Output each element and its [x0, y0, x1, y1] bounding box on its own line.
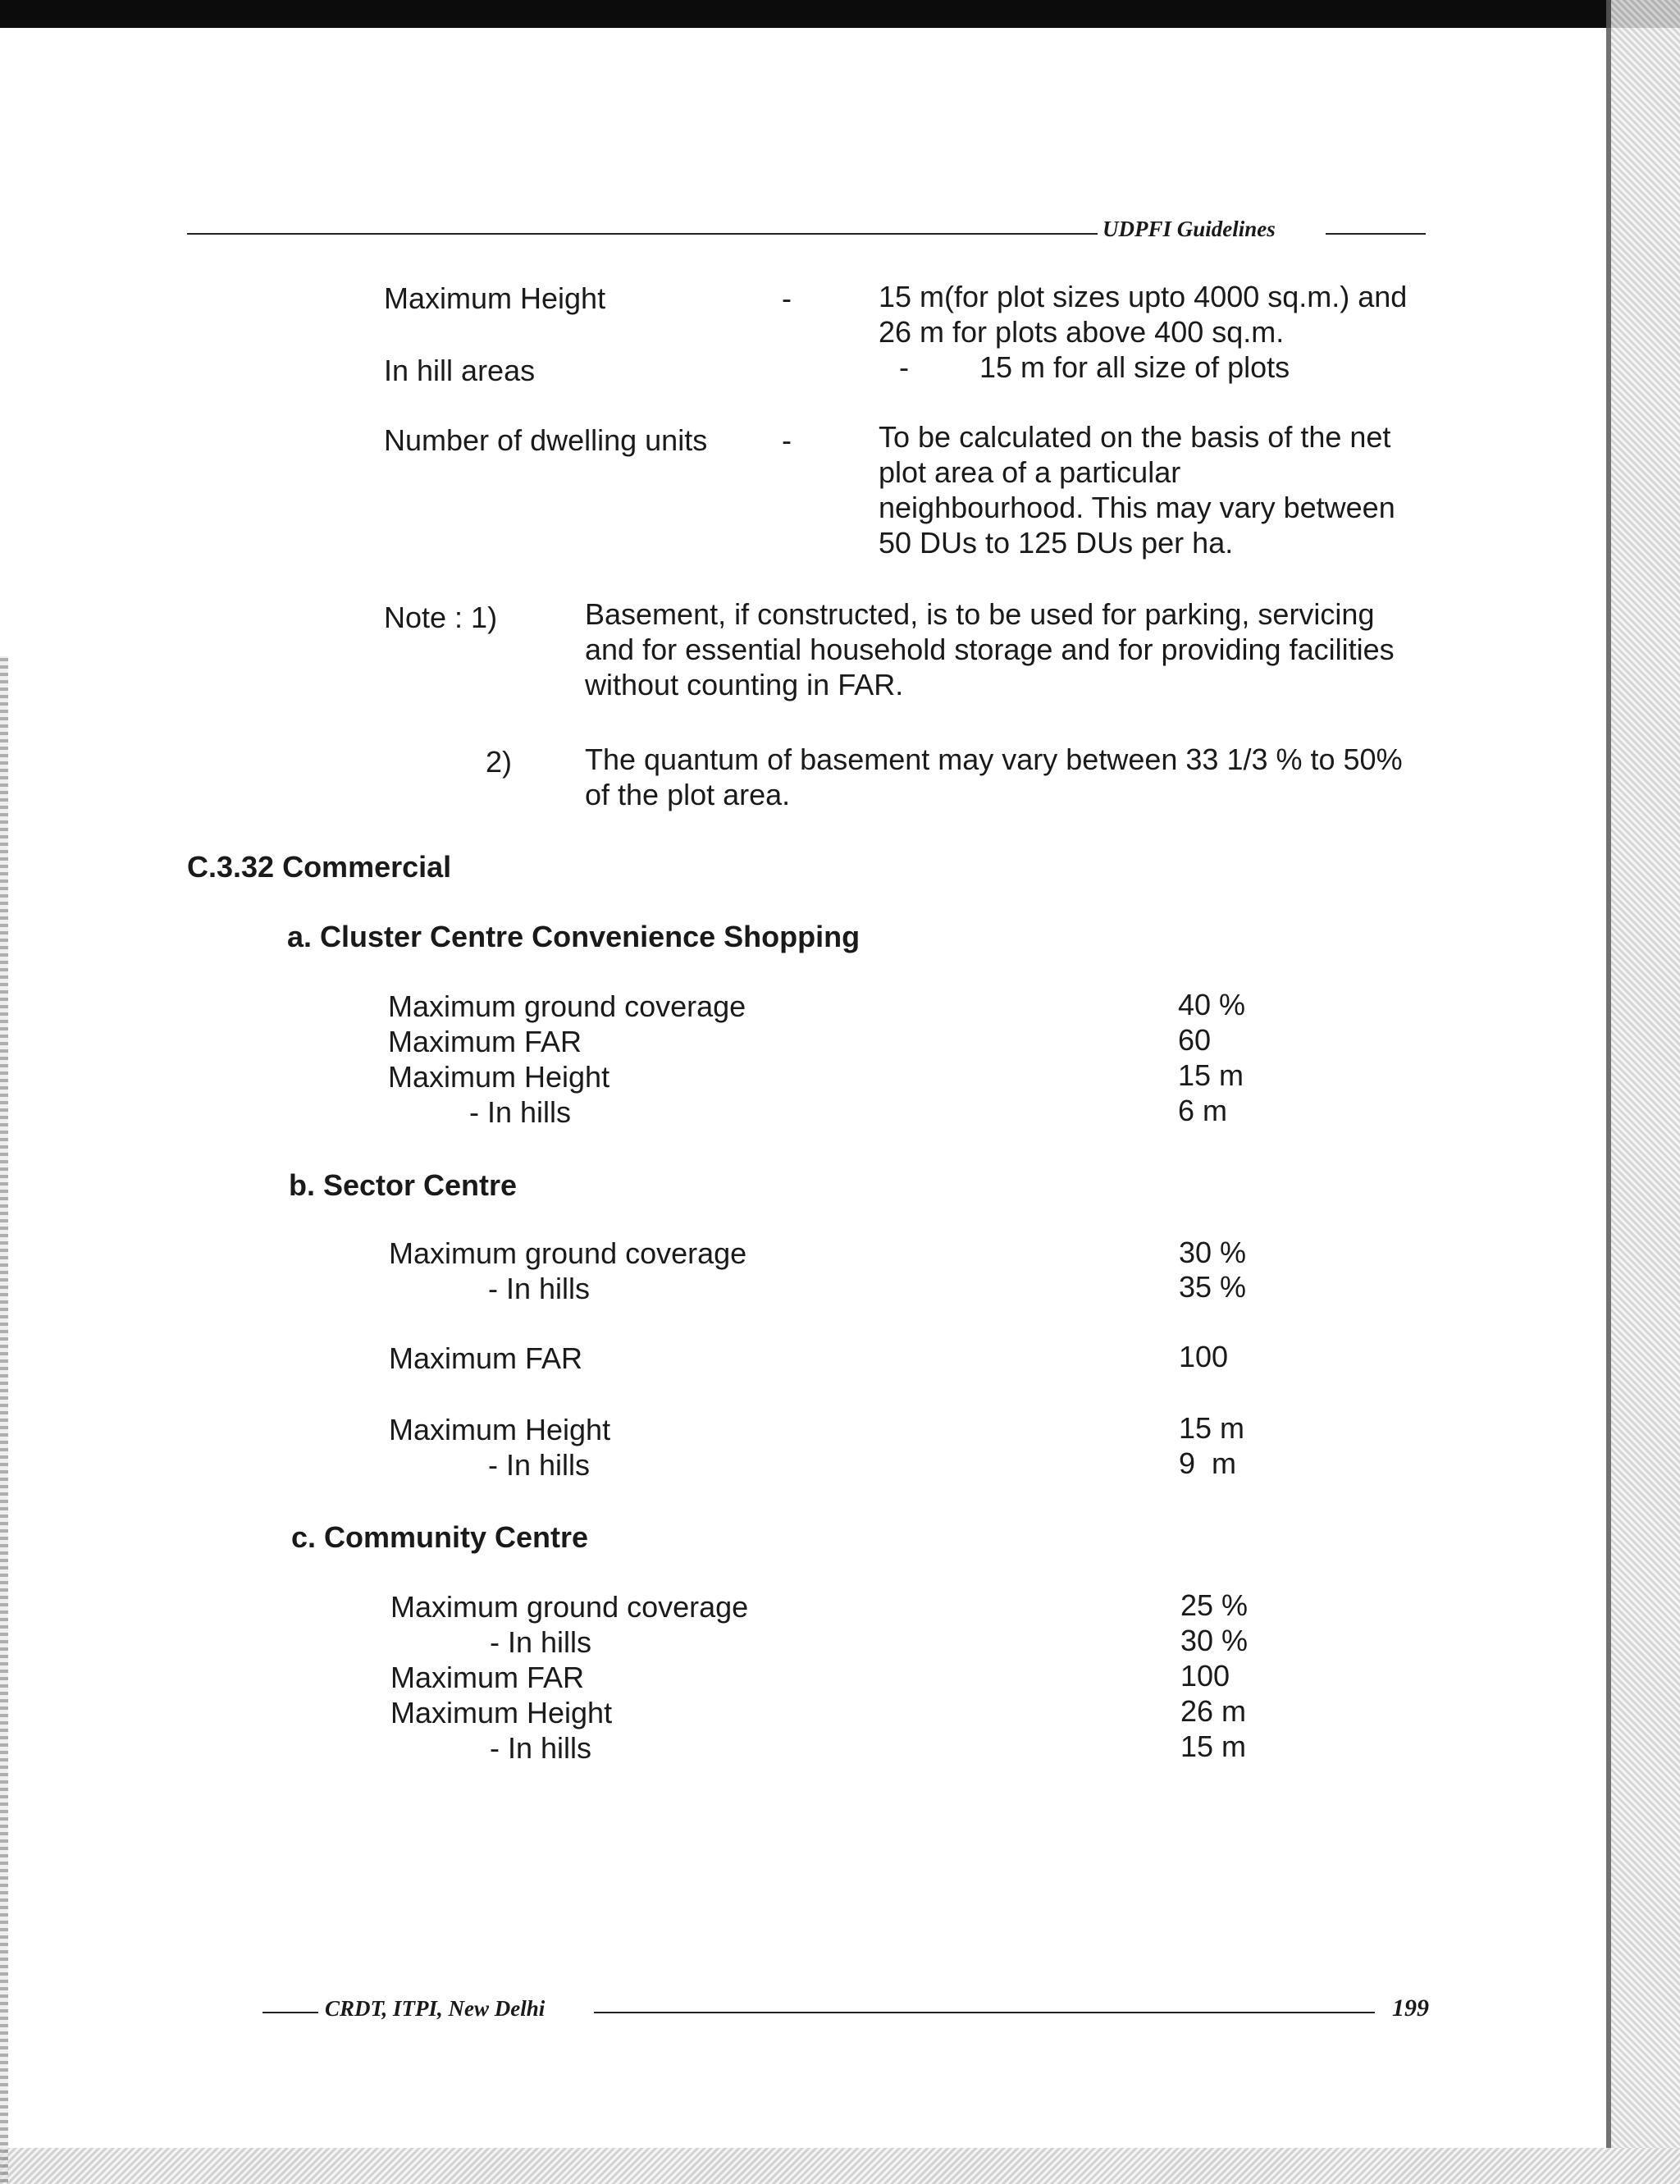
norm-label: Maximum Height: [384, 281, 606, 315]
norm-label: In hill areas: [384, 354, 536, 387]
scan-left-edge: [0, 656, 8, 2182]
norm-separator: -: [782, 281, 792, 315]
header-rule-left: [187, 233, 1098, 235]
page-number: 199: [1392, 1994, 1429, 2022]
norm-label: Maximum FAR: [390, 1661, 585, 1694]
norm-value: 15 m: [1178, 1058, 1244, 1092]
norm-label: Maximum FAR: [388, 1025, 582, 1058]
norm-value: 6 m: [1178, 1094, 1228, 1127]
norm-value: 15 m: [1180, 1729, 1247, 1763]
norm-value: 30 %: [1180, 1624, 1249, 1657]
norm-value: 40 %: [1178, 988, 1246, 1021]
note-line: Basement, if constructed, is to be used for parking, servicing: [585, 597, 1375, 631]
scan-right-edge: [1606, 0, 1680, 2184]
note-label: 2): [486, 745, 513, 779]
subsection-heading: b. Sector Centre: [289, 1168, 518, 1202]
norm-value: 60: [1178, 1023, 1212, 1057]
norm-label: Maximum ground coverage: [388, 989, 746, 1023]
norm-value: 100: [1179, 1340, 1229, 1373]
note-line: without counting in FAR.: [585, 668, 904, 701]
norm-label: - In hills: [488, 1448, 591, 1482]
norm-label: - In hills: [490, 1625, 592, 1659]
norm-label: Maximum Height: [390, 1696, 613, 1729]
norm-value: 26 m: [1180, 1694, 1247, 1728]
note-line: of the plot area.: [585, 778, 791, 811]
header-title: UDPFI Guidelines: [1102, 217, 1276, 241]
scan-bottom-edge: [0, 2148, 1680, 2184]
norm-label: - In hills: [469, 1095, 572, 1129]
norm-value-line: plot area of a particular: [879, 455, 1181, 489]
scan-top-border: [0, 0, 1680, 28]
subsection-heading: a. Cluster Centre Convenience Shopping: [287, 920, 861, 953]
norm-label: Maximum ground coverage: [389, 1236, 747, 1270]
norm-value: 30 %: [1179, 1236, 1247, 1269]
norm-value-line: 26 m for plots above 400 sq.m.: [879, 315, 1285, 349]
norm-label: - In hills: [490, 1731, 592, 1765]
norm-separator: -: [782, 423, 792, 457]
note-line: and for essential household storage and for providing facilities: [585, 633, 1395, 666]
norm-label: Maximum FAR: [389, 1341, 583, 1375]
norm-label: - In hills: [488, 1272, 591, 1305]
norm-separator: -: [899, 350, 909, 384]
footer-rule-left: [262, 2012, 318, 2013]
norm-value: 15 m for all size of plots: [979, 350, 1290, 384]
footer-left-text: CRDT, ITPI, New Delhi: [325, 1996, 546, 2021]
footer-rule-right: [594, 2012, 1375, 2013]
note-line: The quantum of basement may vary between 33 1/3 % to 50%: [585, 742, 1403, 776]
norm-label: Number of dwelling units: [384, 423, 708, 457]
norm-value: 25 %: [1180, 1588, 1249, 1622]
norm-value-line: 15 m(for plot sizes upto 4000 sq.m.) and: [879, 280, 1408, 313]
norm-label: Maximum ground coverage: [390, 1590, 749, 1624]
norm-value: 100: [1180, 1659, 1230, 1693]
norm-label: Maximum Height: [389, 1413, 611, 1446]
norm-value: 35 %: [1179, 1270, 1247, 1304]
norm-value-line: neighbourhood. This may vary between: [879, 491, 1395, 524]
norm-value-line: 50 DUs to 125 DUs per ha.: [879, 526, 1234, 560]
subsection-heading: c. Community Centre: [291, 1520, 589, 1554]
header-rule-right: [1326, 233, 1426, 235]
norm-value-line: To be calculated on the basis of the net: [879, 420, 1391, 454]
norm-label: Maximum Height: [388, 1060, 610, 1094]
norm-value: 15 m: [1179, 1411, 1245, 1445]
note-label: Note : 1): [384, 601, 498, 634]
norm-value: 9 m: [1179, 1446, 1237, 1480]
section-heading: C.3.32 Commercial: [187, 850, 452, 884]
